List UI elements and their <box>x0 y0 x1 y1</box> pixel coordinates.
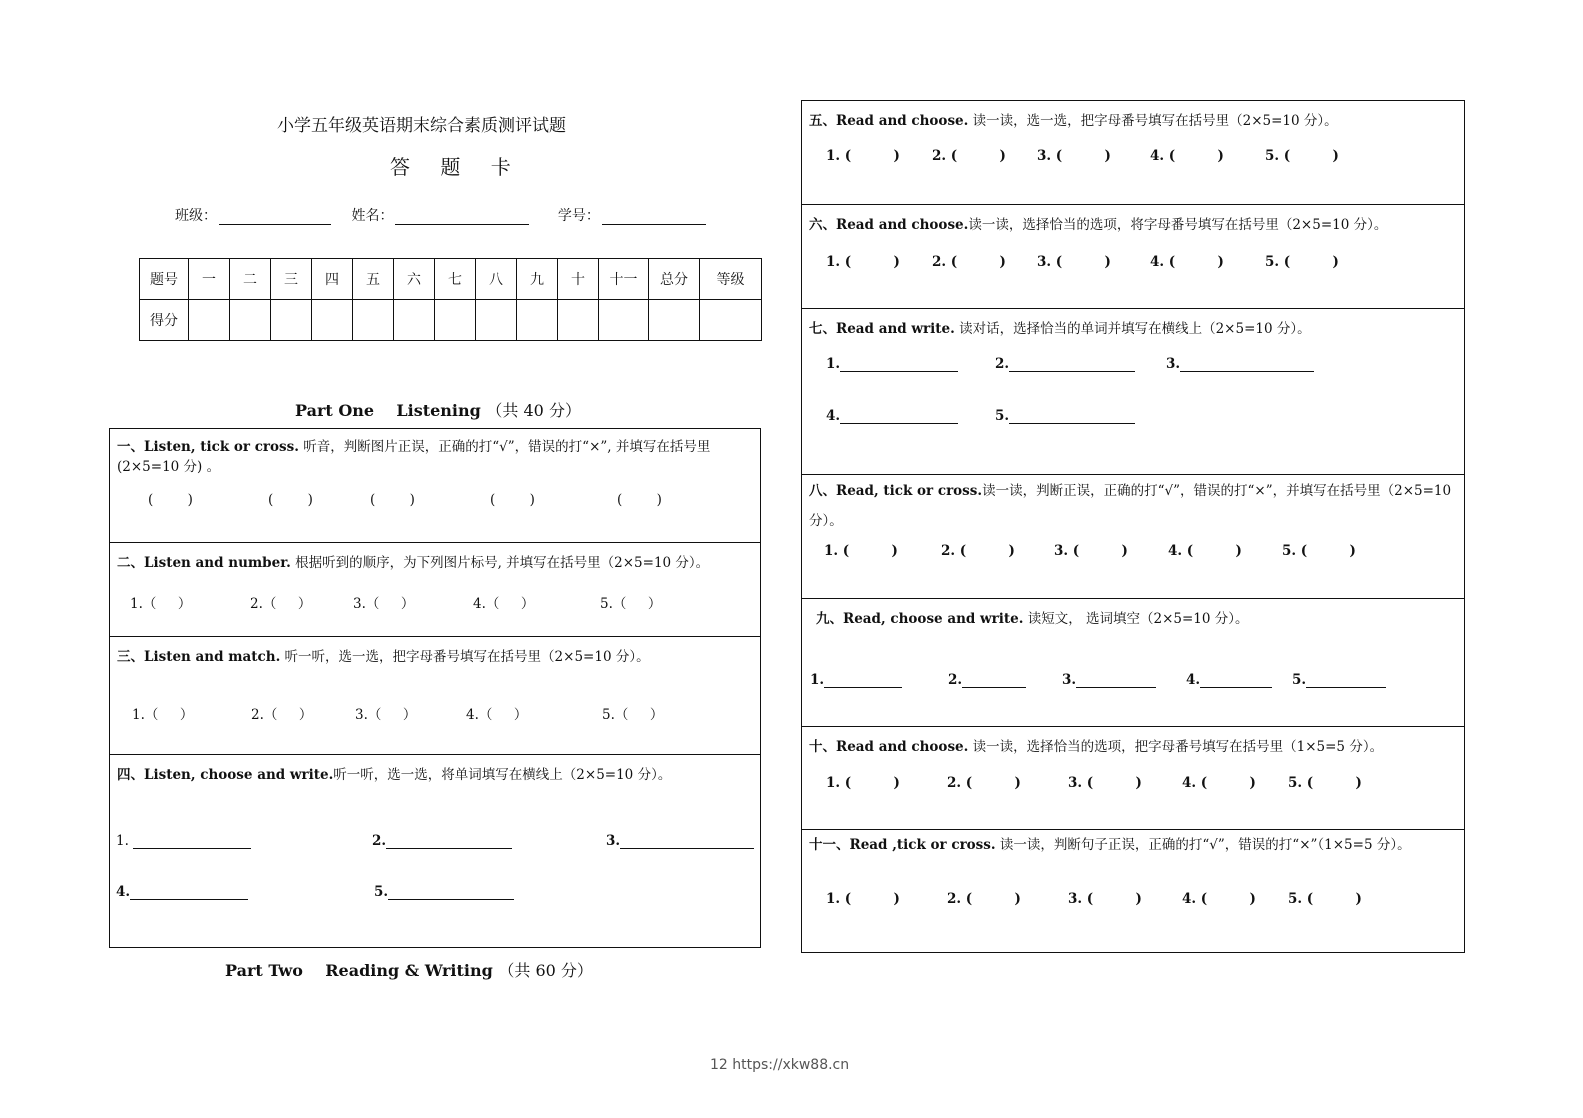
answer-blank[interactable] <box>116 884 248 900</box>
score-cell[interactable] <box>700 300 762 341</box>
answer-paren[interactable]: 3.（ ） <box>353 596 415 612</box>
answer-number: 2. <box>372 833 387 849</box>
answer-blank[interactable] <box>826 408 958 424</box>
section-6 <box>802 204 1464 309</box>
score-header-cell: 八 <box>476 259 517 300</box>
answer-paren[interactable]: 4. ( ) <box>1150 148 1224 164</box>
answer-paren[interactable]: 5. ( ) <box>1288 775 1362 791</box>
score-header-cell: 总分 <box>649 259 700 300</box>
section-9-text: 读短文， 选词填空（2×5=10 分）。 <box>1023 611 1249 627</box>
answer-paren[interactable]: 2. ( ) <box>947 775 1021 791</box>
answer-paren[interactable]: 3. ( ) <box>1068 891 1142 907</box>
score-cell[interactable] <box>558 300 599 341</box>
answer-paren[interactable]: 2. ( ) <box>932 148 1006 164</box>
part-one-title: Part One Listening <box>295 401 481 420</box>
student-info-row <box>175 205 706 225</box>
answer-paren[interactable]: 5. ( ) <box>1288 891 1362 907</box>
answer-blank[interactable] <box>948 672 1026 688</box>
blank-line <box>962 674 1026 688</box>
score-header-cell: 等级 <box>700 259 762 300</box>
score-header-cell: 三 <box>271 259 312 300</box>
answer-paren[interactable]: 3. ( ) <box>1037 254 1111 270</box>
section-8 <box>802 474 1464 599</box>
answer-blank[interactable] <box>826 356 958 372</box>
section-7 <box>802 308 1464 475</box>
blank-line <box>1009 410 1135 424</box>
answer-number: 1. <box>116 833 129 849</box>
blank-line <box>1009 358 1135 372</box>
blank-line <box>1180 358 1314 372</box>
section-4 <box>110 754 760 948</box>
section-3-instruction <box>117 645 650 665</box>
answer-blank[interactable] <box>374 884 514 900</box>
section-11 <box>802 829 1464 953</box>
answer-paren[interactable]: 3. ( ) <box>1037 148 1111 164</box>
section-11-text: 读一读，判断句子正误，正确的打“√”，错误的打“×”（1×5=5 分）。 <box>995 837 1411 853</box>
score-table-score-row <box>140 300 762 341</box>
answer-paren[interactable]: 4. ( ) <box>1182 891 1256 907</box>
answer-paren[interactable]: 2.（ ） <box>250 596 312 612</box>
answer-paren[interactable]: ( ) <box>148 492 193 508</box>
answer-blank[interactable] <box>1292 672 1386 688</box>
section-9-instruction <box>816 607 1249 627</box>
answer-blank[interactable] <box>1186 672 1272 688</box>
score-header-cell: 题号 <box>140 259 189 300</box>
answer-number: 5. <box>374 884 389 900</box>
answer-paren[interactable]: ( ) <box>268 492 313 508</box>
answer-blank[interactable] <box>995 408 1135 424</box>
section-2-head: 二、Listen and number. <box>117 555 291 571</box>
answer-paren[interactable]: 2. ( ) <box>947 891 1021 907</box>
score-header-cell: 二 <box>230 259 271 300</box>
score-header-cell: 十 <box>558 259 599 300</box>
answer-paren[interactable]: 3.（ ） <box>355 707 417 723</box>
exam-title: 小学五年级英语期末综合素质测评试题 <box>277 116 566 136</box>
class-field[interactable] <box>219 210 331 225</box>
score-header-cell: 一 <box>189 259 230 300</box>
section-5-text: 读一读，选一选，把字母番号填写在括号里（2×5=10 分）。 <box>968 113 1338 129</box>
part-two-title: Part Two Reading & Writing <box>225 961 493 980</box>
section-3-head: 三、Listen and match. <box>117 649 281 665</box>
section-5-head: 五、Read and choose. <box>809 113 969 129</box>
name-label: 姓名： <box>351 208 394 224</box>
answer-paren[interactable]: 1.（ ） <box>130 596 192 612</box>
blank-line <box>1200 674 1272 688</box>
score-header-cell: 五 <box>353 259 394 300</box>
section-7-head: 七、Read and write. <box>809 321 955 337</box>
section-9 <box>802 598 1464 727</box>
section-7-text: 读对话，选择恰当的单词并填写在横线上（2×5=10 分）。 <box>954 321 1311 337</box>
answer-number: 5. <box>1292 672 1307 688</box>
answer-paren[interactable]: ( ) <box>370 492 415 508</box>
section-4-head: 四、Listen, choose and write. <box>117 767 334 783</box>
section-7-instruction <box>809 317 1311 337</box>
answer-paren[interactable]: 1. ( ) <box>826 891 900 907</box>
part-one-heading <box>295 398 581 421</box>
score-cell[interactable] <box>230 300 271 341</box>
section-1-text: 听音，判断图片正误，正确的打“√”，错误的打“×”, 并填写在括号里(2×5=10 分) 。 <box>117 439 711 475</box>
part-two-points: （共 60 分） <box>498 961 593 980</box>
answer-paren[interactable]: 1.（ ） <box>132 707 194 723</box>
answer-number: 1. <box>826 356 841 372</box>
answer-paren[interactable]: 5.（ ） <box>600 596 662 612</box>
answer-paren[interactable]: 2. ( ) <box>932 254 1006 270</box>
section-5-instruction <box>809 109 1338 129</box>
name-field[interactable] <box>395 210 529 225</box>
blank-line <box>824 674 902 688</box>
answer-paren[interactable]: 5.（ ） <box>602 707 664 723</box>
part-two-heading <box>225 958 593 981</box>
score-cell[interactable] <box>649 300 700 341</box>
answer-blank[interactable] <box>995 356 1135 372</box>
score-header-cell: 九 <box>517 259 558 300</box>
answer-paren[interactable]: 5. ( ) <box>1265 148 1339 164</box>
answer-number: 3. <box>606 833 621 849</box>
answer-number: 1. <box>810 672 825 688</box>
answer-card-title: 答 题 卡 <box>390 155 523 179</box>
section-11-instruction <box>809 832 1458 858</box>
blank-line <box>1076 674 1156 688</box>
answer-paren[interactable]: ( ) <box>490 492 535 508</box>
score-header-cell: 六 <box>394 259 435 300</box>
answer-paren[interactable]: 5. ( ) <box>1265 254 1339 270</box>
class-label: 班级： <box>175 208 217 224</box>
score-row-label: 得分 <box>140 300 189 341</box>
section-10 <box>802 726 1464 830</box>
score-cell[interactable] <box>394 300 435 341</box>
page-footer-url: 12 https://xkw88.cn <box>710 1057 850 1073</box>
score-cell[interactable] <box>271 300 312 341</box>
section-1-head: 一、Listen, tick or cross. <box>117 439 299 455</box>
answer-paren[interactable]: 2. ( ) <box>941 543 1015 559</box>
answer-number: 2. <box>948 672 963 688</box>
section-2-instruction <box>117 551 709 571</box>
answer-paren[interactable]: 3. ( ) <box>1054 543 1128 559</box>
score-cell[interactable] <box>189 300 230 341</box>
part-one-points: （共 40 分） <box>486 401 581 420</box>
section-8-instruction <box>809 476 1458 536</box>
answer-blank[interactable] <box>372 833 512 849</box>
reading-writing-answer-box <box>801 100 1465 953</box>
answer-paren[interactable]: 4. ( ) <box>1182 775 1256 791</box>
section-4-text: 听一听，选一选，将单词填写在横线上（2×5=10 分）。 <box>333 767 672 783</box>
answer-blank[interactable] <box>606 833 754 849</box>
answer-number: 5. <box>995 408 1010 424</box>
answer-paren[interactable]: 1. ( ) <box>826 148 900 164</box>
section-2-text: 根据听到的顺序，为下列图片标号, 并填写在括号里（2×5=10 分）。 <box>290 555 710 571</box>
answer-paren[interactable]: 4.（ ） <box>466 707 528 723</box>
answer-paren[interactable]: 4.（ ） <box>473 596 535 612</box>
blank-line <box>840 410 958 424</box>
answer-number: 3. <box>1166 356 1181 372</box>
score-header-cell: 七 <box>435 259 476 300</box>
answer-number: 4. <box>116 884 131 900</box>
section-8-text: 读一读，判断正误，正确的打“√”，错误的打“×”，并填写在括号里（2×5=10 分）。 <box>809 483 1452 529</box>
section-4-instruction <box>117 763 671 783</box>
score-table-header-row <box>140 259 762 300</box>
answer-number: 4. <box>826 408 841 424</box>
section-10-instruction <box>809 735 1383 755</box>
section-10-text: 读一读，选择恰当的选项，把字母番号填写在括号里（1×5=5 分）。 <box>968 739 1384 755</box>
id-label: 学号： <box>557 208 600 224</box>
section-9-head: 九、Read, choose and write. <box>816 611 1024 627</box>
blank-line <box>133 835 251 849</box>
answer-number: 4. <box>1186 672 1201 688</box>
section-6-instruction <box>809 213 1387 233</box>
answer-paren[interactable]: 4. ( ) <box>1168 543 1242 559</box>
section-1 <box>110 429 760 542</box>
answer-paren[interactable]: 2.（ ） <box>251 707 313 723</box>
answer-paren[interactable]: 1. ( ) <box>824 543 898 559</box>
score-cell[interactable] <box>353 300 394 341</box>
score-table <box>139 258 762 341</box>
answer-paren[interactable]: 3. ( ) <box>1068 775 1142 791</box>
answer-number: 3. <box>1062 672 1077 688</box>
answer-paren[interactable]: 5. ( ) <box>1282 543 1356 559</box>
section-5 <box>802 101 1464 204</box>
section-2 <box>110 542 760 637</box>
score-cell[interactable] <box>517 300 558 341</box>
blank-line <box>388 886 514 900</box>
answer-paren[interactable]: 4. ( ) <box>1150 254 1224 270</box>
score-cell[interactable] <box>312 300 353 341</box>
section-3 <box>110 636 760 755</box>
section-1-instruction <box>117 437 754 477</box>
answer-blank[interactable] <box>1062 672 1156 688</box>
section-11-head: 十一、Read ,tick or cross. <box>809 837 996 853</box>
answer-number: 2. <box>995 356 1010 372</box>
listening-answer-box <box>109 428 761 948</box>
blank-line <box>1306 674 1386 688</box>
blank-line <box>130 886 248 900</box>
section-10-head: 十、Read and choose. <box>809 739 969 755</box>
id-field[interactable] <box>602 210 706 225</box>
section-3-text: 听一听，选一选，把字母番号填写在括号里（2×5=10 分）。 <box>280 649 650 665</box>
answer-blank[interactable] <box>1166 356 1314 372</box>
score-header-cell: 四 <box>312 259 353 300</box>
answer-blank[interactable] <box>810 672 902 688</box>
section-6-text: 读一读，选择恰当的选项，将字母番号填写在括号里（2×5=10 分）。 <box>968 217 1388 233</box>
answer-paren[interactable]: 1. ( ) <box>826 775 900 791</box>
score-cell[interactable] <box>476 300 517 341</box>
score-cell[interactable] <box>599 300 649 341</box>
answer-paren[interactable]: 1. ( ) <box>826 254 900 270</box>
blank-line <box>840 358 958 372</box>
section-6-head: 六、Read and choose. <box>809 217 969 233</box>
answer-paren[interactable]: ( ) <box>617 492 662 508</box>
score-header-cell: 十一 <box>599 259 649 300</box>
section-8-head: 八、Read, tick or cross. <box>809 483 983 499</box>
answer-blank[interactable] <box>116 833 251 849</box>
score-cell[interactable] <box>435 300 476 341</box>
blank-line <box>386 835 512 849</box>
blank-line <box>620 835 754 849</box>
